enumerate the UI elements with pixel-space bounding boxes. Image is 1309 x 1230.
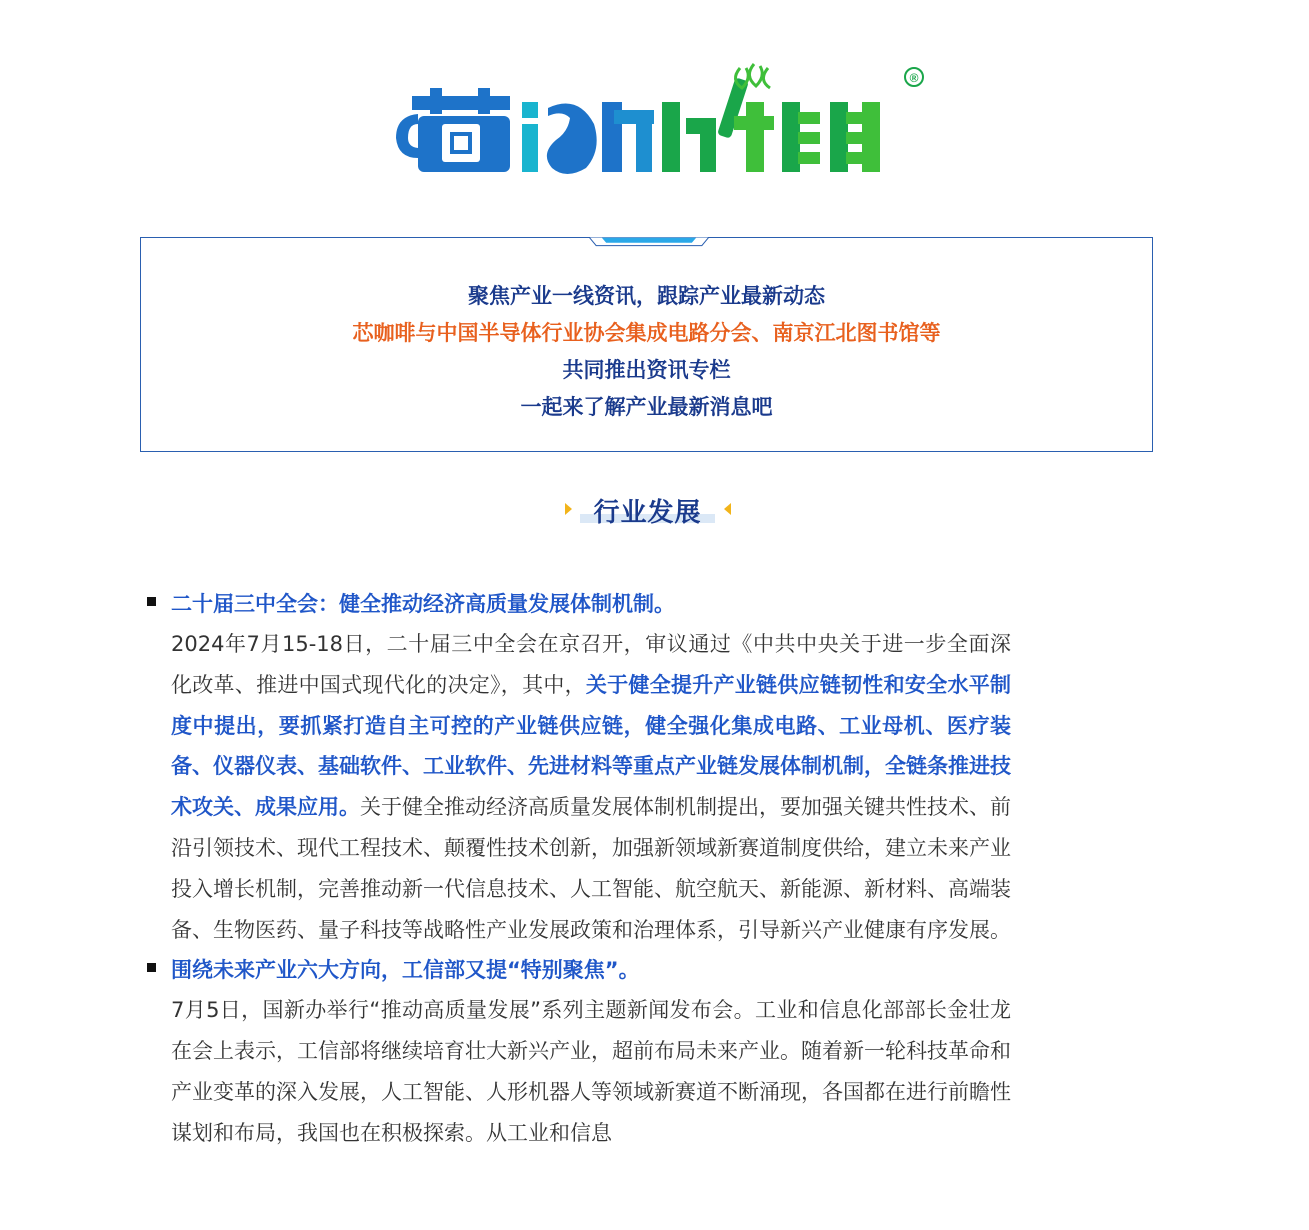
article-body: [171, 990, 1011, 1153]
article-body: [171, 624, 1011, 950]
section-title: 行业发展: [593, 498, 702, 528]
coffee-logo-icon: [390, 58, 935, 178]
article-headline: 二十届三中全会：健全推动经济高质量发展体制机制。: [171, 592, 675, 616]
article-body-text: 2024年7月15-18日，二十届三中全会在京召开，审议通过《中共中央关于进一步全面深化改革、推进中国式现代化的决定》，其中，: [171, 632, 1011, 697]
intro-box: [140, 237, 1153, 452]
article-body-text: 关于健全推动经济高质量发展体制机制提出，要加强关键共性技术、前沿引领技术、现代工程技术、颠覆性技术创新，加强新领域新赛道制度供给，建立未来产业投入增长机制，完善推动新一代信息技术、人工智能、航空航天、新能源、新材料、高端装备、生物医药、量子科技等战略性产业发展政策和治理体系，引导新兴产业健康有序发展。: [171, 795, 1011, 942]
intro-text: [141, 278, 1152, 426]
article-body-text: 7月5日，国新办举行“推动高质量发展”系列主题新闻发布会。工业和信息化部部长金壮龙在会上表示，工信部将继续培育壮大新兴产业，超前布局未来产业。随着新一轮科技革命和产业变革的深入发展，人工智能、人形机器人等领域新赛道不断涌现，各国都在进行前瞻性谋划和布局，我国也在积极探索。从工业和信息: [171, 998, 1011, 1145]
article-body-emphasis: 关于健全提升产业链供应链韧性和安全水平制度中提出，要抓紧打造自主可控的产业链供应链，健全强化集成电路、工业母机、医疗装备、仪器仪表、基础软件、工业软件、先进材料等重点产业链发展体制机制，全链条推进技术攻关、成果应用。: [171, 672, 1012, 820]
intro-line-3: 共同推出资讯专栏: [562, 358, 731, 382]
square-bullet-icon: [147, 597, 156, 606]
triangle-left-icon: [724, 503, 731, 515]
square-bullet-icon: [147, 963, 156, 972]
intro-line-1: 聚焦产业一线资讯，跟踪产业最新动态: [468, 284, 825, 308]
svg-text:®: ®: [909, 71, 919, 85]
intro-line-2: 芯咖啡与中国半导体行业协会集成电路分会、南京江北图书馆等: [352, 321, 941, 345]
intro-tab-decoration: [565, 237, 733, 247]
triangle-right-icon: [565, 503, 572, 515]
logo-banner: [0, 0, 1309, 200]
article-list: [0, 584, 1309, 1154]
article-item: [0, 584, 1309, 950]
section-header: [0, 490, 1309, 534]
article-item: [0, 950, 1309, 1153]
intro-line-4: 一起来了解产业最新消息吧: [520, 395, 773, 419]
article-headline: 围绕未来产业六大方向，工信部又提“特别聚焦”。: [171, 958, 640, 983]
